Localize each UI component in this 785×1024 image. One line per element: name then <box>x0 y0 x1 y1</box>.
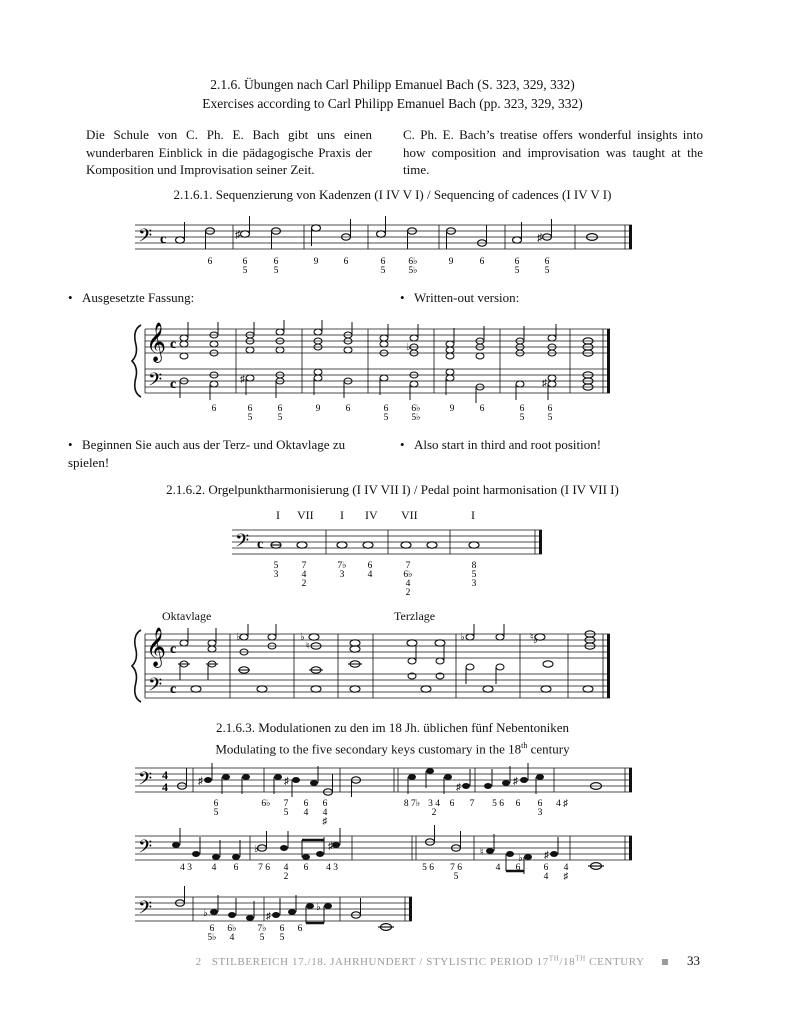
svg-text:6: 6 <box>479 404 485 414</box>
svg-text:2: 2 <box>431 808 437 818</box>
bullet-written-out-en: • Written-out version: <box>400 290 520 305</box>
svg-text:c: c <box>170 682 177 697</box>
svg-text:♭: ♭ <box>203 908 208 919</box>
svg-text:c: c <box>170 337 177 352</box>
svg-text:6: 6 <box>519 404 525 414</box>
svg-text:♯: ♯ <box>322 817 328 827</box>
svg-text:♯: ♯ <box>266 911 271 922</box>
svg-text:4: 4 <box>211 863 217 873</box>
svg-text:6: 6 <box>322 799 328 809</box>
svg-text:6: 6 <box>345 404 351 414</box>
page-number: 33 <box>687 953 700 968</box>
svg-text:6: 6 <box>515 863 521 873</box>
svg-text:𝄢: 𝄢 <box>235 530 250 555</box>
svg-text:6: 6 <box>515 799 521 809</box>
svg-text:5: 5 <box>544 266 550 276</box>
section3-title-en: Modulating to the five secondary keys customary in the 18th century <box>215 741 570 757</box>
svg-text:7: 7 <box>469 799 475 809</box>
svg-text:5: 5 <box>213 808 219 818</box>
svg-text:♯: ♯ <box>513 776 518 787</box>
svg-text:♮: ♮ <box>530 632 534 643</box>
svg-text:8: 8 <box>471 561 477 571</box>
svg-text:5: 5 <box>273 266 279 276</box>
treble-clef-icon: 𝄞 <box>146 324 167 361</box>
svg-text:♭: ♭ <box>254 844 259 855</box>
svg-text:5: 5 <box>380 266 386 276</box>
svg-text:𝄢: 𝄢 <box>138 768 153 793</box>
svg-text:♭: ♭ <box>518 853 523 864</box>
svg-text:6: 6 <box>213 799 219 809</box>
svg-text:6: 6 <box>537 799 543 809</box>
svg-text:♭: ♭ <box>236 632 241 643</box>
svg-text:4: 4 <box>322 808 328 818</box>
svg-text:5: 5 <box>514 266 520 276</box>
svg-text:♯: ♯ <box>198 776 203 787</box>
svg-text:c: c <box>170 642 177 657</box>
svg-text:6: 6 <box>449 799 455 809</box>
intro-de: Die Schule von C. Ph. E. Bach gibt uns einen wunderbaren Einblick in die pädagogische Praxis der Komposition und Improvisation seiner Zeit. <box>86 127 372 177</box>
svg-text:5: 5 <box>247 413 253 423</box>
bass-clef-icon: 𝄢 <box>138 225 153 250</box>
svg-text:6: 6 <box>233 863 239 873</box>
svg-text:♯: ♯ <box>537 232 543 244</box>
svg-text:♯: ♯ <box>284 776 289 787</box>
svg-text:6: 6 <box>279 924 285 934</box>
section1-title: 2.1.6.1. Sequenzierung von Kadenzen (I IV V I) / Sequencing of cadences (I IV V I) <box>173 187 612 202</box>
label-third-position: Terzlage <box>394 609 436 623</box>
svg-text:6: 6 <box>273 257 279 267</box>
svg-text:♭: ♭ <box>460 632 465 643</box>
svg-text:3 4: 3 4 <box>428 799 440 809</box>
svg-text:6: 6 <box>209 924 215 934</box>
section-heading-de: 2.1.6. Übungen nach Carl Philipp Emanuel Bach (S. 323, 329, 332) <box>210 77 575 92</box>
svg-text:5♭: 5♭ <box>411 413 421 423</box>
svg-text:5: 5 <box>471 570 477 580</box>
svg-text:c: c <box>160 232 167 247</box>
svg-text:𝄢: 𝄢 <box>138 897 153 922</box>
svg-text:4 ♯: 4 ♯ <box>556 799 568 809</box>
svg-text:9: 9 <box>315 404 321 414</box>
svg-text:7: 7 <box>283 799 289 809</box>
svg-text:𝄢: 𝄢 <box>138 836 153 861</box>
svg-text:8 7♭: 8 7♭ <box>403 799 421 809</box>
svg-text:5: 5 <box>547 413 553 423</box>
svg-text:6: 6 <box>297 924 303 934</box>
roman-numerals: I VII I IV VII I <box>276 508 475 522</box>
svg-text:4: 4 <box>367 570 373 580</box>
svg-text:4: 4 <box>162 768 168 782</box>
svg-text:6: 6 <box>367 561 373 571</box>
svg-text:♭: ♭ <box>300 632 305 643</box>
svg-text:5 6: 5 6 <box>492 799 504 809</box>
svg-text:5: 5 <box>277 413 283 423</box>
svg-text:♮: ♮ <box>480 847 484 858</box>
svg-text:5♭: 5♭ <box>207 933 217 943</box>
svg-text:4: 4 <box>303 808 309 818</box>
bullet-written-out-de: • Ausgesetzte Fassung: <box>68 290 195 305</box>
svg-text:c: c <box>170 377 177 392</box>
svg-text:♯: ♯ <box>240 374 245 385</box>
svg-text:4 3: 4 3 <box>180 863 192 873</box>
svg-text:9: 9 <box>448 257 454 267</box>
bass-clef-icon: 𝄢 <box>148 369 163 394</box>
svg-text:♭: ♭ <box>406 342 411 353</box>
svg-text:3: 3 <box>339 570 345 580</box>
svg-text:4: 4 <box>543 872 549 882</box>
svg-text:7♭: 7♭ <box>337 561 347 571</box>
svg-text:2: 2 <box>283 872 289 882</box>
section-heading-en: Exercises according to Carl Philipp Emanuel Bach (pp. 323, 329, 332) <box>202 96 583 111</box>
svg-text:7: 7 <box>405 561 411 571</box>
svg-text:5: 5 <box>259 933 265 943</box>
svg-text:♮: ♮ <box>306 641 310 652</box>
svg-text:3: 3 <box>537 808 543 818</box>
svg-text:5 6: 5 6 <box>422 863 434 873</box>
svg-text:c: c <box>257 537 264 552</box>
svg-text:5: 5 <box>383 413 389 423</box>
svg-text:4: 4 <box>283 863 289 873</box>
svg-text:6: 6 <box>242 257 248 267</box>
svg-text:6: 6 <box>544 257 550 267</box>
svg-text:5: 5 <box>242 266 248 276</box>
svg-text:6: 6 <box>303 799 309 809</box>
svg-text:6♭: 6♭ <box>411 404 421 414</box>
svg-text:♯: ♯ <box>563 872 569 882</box>
svg-text:♭: ♭ <box>316 902 321 913</box>
section2-title: 2.1.6.2. Orgelpunktharmonisierung (I IV VII I) / Pedal point harmonisation (I IV VII I) <box>166 482 619 497</box>
svg-text:6: 6 <box>380 257 386 267</box>
label-octave-position: Oktavlage <box>162 609 212 623</box>
svg-text:5♭: 5♭ <box>408 266 418 276</box>
svg-text:6: 6 <box>543 863 549 873</box>
svg-text:6: 6 <box>547 404 553 414</box>
svg-text:9: 9 <box>313 257 319 267</box>
svg-text:4 3: 4 3 <box>326 863 338 873</box>
svg-text:♯: ♯ <box>235 229 241 241</box>
svg-text:6: 6 <box>207 257 213 267</box>
svg-text:♯: ♯ <box>328 841 333 852</box>
svg-text:6♭: 6♭ <box>261 799 271 809</box>
bullet-start-position-en: • Also start in third and root position! <box>400 437 602 452</box>
svg-text:4: 4 <box>405 579 411 589</box>
section3-title-de: 2.1.6.3. Modulationen zu den im 18 Jh. üblichen fünf Nebentoniken <box>215 720 570 735</box>
svg-text:7 6: 7 6 <box>258 863 270 873</box>
footer-square-icon <box>662 959 668 965</box>
svg-text:𝄞: 𝄞 <box>146 629 167 666</box>
svg-text:6: 6 <box>211 404 217 414</box>
svg-text:6: 6 <box>479 257 485 267</box>
svg-text:2: 2 <box>301 579 307 589</box>
svg-text:4: 4 <box>563 863 569 873</box>
svg-text:6: 6 <box>277 404 283 414</box>
svg-text:5: 5 <box>453 872 459 882</box>
svg-text:6♭: 6♭ <box>227 924 237 934</box>
bullet-start-position-de: • Beginnen Sie auch aus der Terz- und Oktavlage zu spielen! <box>68 437 346 470</box>
svg-text:4: 4 <box>495 863 501 873</box>
svg-text:𝄢: 𝄢 <box>148 674 163 699</box>
svg-text:♭: ♭ <box>533 635 538 646</box>
svg-text:6: 6 <box>247 404 253 414</box>
svg-text:4: 4 <box>162 780 168 794</box>
svg-text:4: 4 <box>229 933 235 943</box>
svg-text:6♭: 6♭ <box>403 570 413 580</box>
svg-text:6♭: 6♭ <box>408 257 418 267</box>
svg-text:9: 9 <box>449 404 455 414</box>
svg-text:7♭: 7♭ <box>257 924 267 934</box>
svg-text:♯: ♯ <box>456 782 461 793</box>
svg-text:3: 3 <box>471 579 477 589</box>
svg-text:♯: ♯ <box>542 378 547 389</box>
svg-text:2: 2 <box>405 588 411 598</box>
svg-text:3: 3 <box>273 570 279 580</box>
svg-text:7 6: 7 6 <box>450 863 462 873</box>
intro-en: C. Ph. E. Bach’s treatise offers wonderful insights into how composition and improvisation was taught at the time. <box>403 127 703 177</box>
svg-text:5: 5 <box>519 413 525 423</box>
svg-text:4: 4 <box>301 570 307 580</box>
svg-text:6: 6 <box>303 863 309 873</box>
running-footer: 2 STILBEREICH 17./18. JAHRHUNDERT / STYLISTIC PERIOD 17TH/18TH CENTURY 33 <box>195 953 700 968</box>
svg-text:5: 5 <box>279 933 285 943</box>
svg-text:♯: ♯ <box>544 850 549 861</box>
svg-text:6: 6 <box>383 404 389 414</box>
svg-text:5: 5 <box>273 561 279 571</box>
svg-text:6: 6 <box>343 257 349 267</box>
svg-text:7: 7 <box>301 561 307 571</box>
svg-text:5: 5 <box>283 808 289 818</box>
svg-text:6: 6 <box>514 257 520 267</box>
